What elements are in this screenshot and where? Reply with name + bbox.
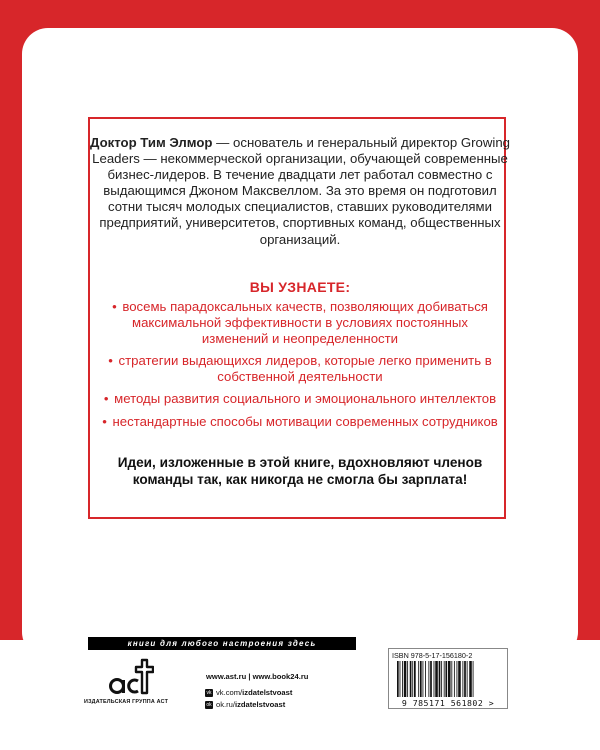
learn-list [100,299,500,436]
tagline: книги для любого настроения здесь [88,637,356,650]
closing-statement: Идеи, изложенные в этой книге, вдохновляют членов команды так, как никогда не смогла бы зарплата! [117,455,483,487]
barcode-bar [454,661,455,697]
isbn: ISBN 978-5-17-156180-2 [392,651,473,660]
barcode-bar [473,661,474,697]
barcode-bar [407,661,408,697]
bullet-icon: • [102,413,107,429]
barcode-bar [404,661,407,697]
barcode-bar [434,661,435,697]
bullet-icon: • [108,353,113,369]
barcode-bar [458,661,461,697]
ok-icon: ok [206,701,212,708]
websites: www.ast.ru | www.book24.ru [206,672,309,681]
vk-link[interactable]: vk vk.com/ izdatelstvoast [206,688,293,697]
barcode-bar [469,661,472,697]
learn-item: • методы развития социального и эмоционального интеллектов [103,391,497,407]
barcode-bars [397,661,499,697]
barcode-bar [430,661,432,697]
barcode-bar [464,661,466,697]
publisher-name: ИЗДАТЕЛЬСКАЯ ГРУППА АСТ [84,699,169,705]
learn-heading: ВЫ УЗНАЕТЕ: [249,279,351,295]
barcode-bar [420,661,422,697]
barcode-bar [397,661,399,697]
barcode-number: 9 785171 561802 > [401,698,495,708]
barcode-bar [428,661,429,697]
barcode-bar [439,661,441,697]
barcode-bar [425,661,426,697]
author-description: — основатель и генеральный директор Growing Leaders — некоммерческой организации, обучающей современные бизнес-лидеров. В течение двадцати лет работал совместно с выдающимся Джоном Максвеллом. За это время он подготовил сотни тысяч молодых специалистов, ставших руководителями предприятий, университетов, спортивных команд, общественных организаций. [92,135,510,247]
barcode-bar [444,661,445,697]
barcode-bar [414,661,416,697]
barcode-bar [423,661,424,697]
barcode-bar [462,661,463,697]
barcode-bar [448,661,451,697]
barcode-bar [435,661,438,697]
learn-item: • стратегии выдающихся лидеров, которые легко применить в собственной деятельности [108,353,492,385]
ok-link[interactable]: ok ok.ru/ izdatelstvoast [206,700,286,709]
barcode-bar [457,661,458,697]
author-name: Доктор Тим Элмор [90,135,213,150]
barcode-bar [418,661,419,697]
barcode-bar [410,661,412,697]
barcode-bar [402,661,403,697]
barcode-bar [467,661,468,697]
barcode-bar [445,661,447,697]
ast-logo [108,656,154,698]
barcode-bar [412,661,413,697]
vk-icon: vk [206,689,212,696]
author-bio [90,135,510,248]
barcode-bar [441,661,442,697]
barcode-box [388,648,508,709]
learn-item: • восемь парадоксальных качеств, позволяющих добиваться максимальной эффективности в условиях постоянных изменений и неопределенности [112,299,488,347]
bullet-icon: • [103,391,109,407]
barcode-bar [400,661,401,697]
barcode-bar [451,661,452,697]
bullet-icon: • [112,299,117,314]
learn-item: • нестандартные способы мотивации современных сотрудников [102,413,498,429]
